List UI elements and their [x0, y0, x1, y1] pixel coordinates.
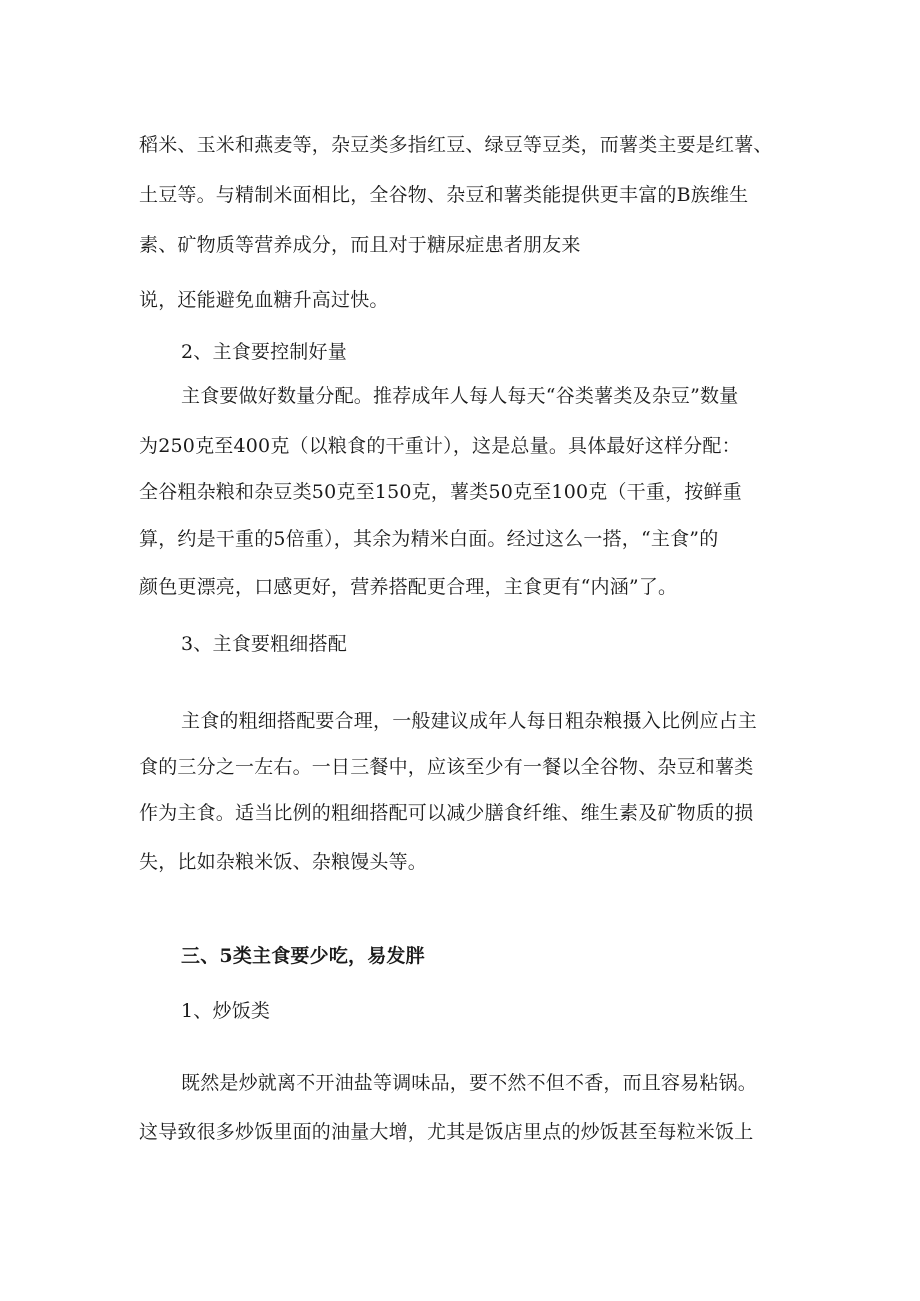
body-text-line: 主食要做好数量分配。推荐成年人每人每天“谷类薯类及杂豆”数量 — [181, 385, 739, 407]
subsection-heading: 1、炒饭类 — [181, 1000, 271, 1022]
section-heading: 3、主食要粗细搭配 — [181, 633, 347, 655]
body-text-line: 土豆等。与精制米面相比，全谷物、杂豆和薯类能提供更丰富的B族维生 — [139, 184, 749, 206]
section-heading: 2、主食要控制好量 — [181, 341, 347, 363]
body-text-line: 全谷粗杂粮和杂豆类50克至150克，薯类50克至100克（干重，按鲜重 — [139, 481, 742, 503]
body-text-line: 说，还能避免血糖升高过快。 — [139, 289, 389, 311]
body-text-line: 颜色更漂亮，口感更好，营养搭配更合理，主食更有“内涵”了。 — [139, 576, 678, 598]
body-text-line: 食的三分之一左右。一日三餐中，应该至少有一餐以全谷物、杂豆和薯类 — [139, 756, 754, 778]
body-text-line: 作为主食。适当比例的粗细搭配可以减少膳食纤维、维生素及矿物质的损 — [139, 802, 754, 824]
body-text-line: 既然是炒就离不开油盐等调味品，要不然不但不香，而且容易粘锅。 — [181, 1072, 758, 1094]
part-heading: 三、5类主食要少吃，易发胖 — [181, 945, 425, 967]
body-text-line: 主食的粗细搭配要合理，一般建议成年人每日粗杂粮摄入比例应占主 — [181, 710, 758, 732]
body-text-line: 素、矿物质等营养成分，而且对于糖尿症患者朋友来 — [139, 234, 581, 256]
body-text-line: 这导致很多炒饭里面的油量大增，尤其是饭店里点的炒饭甚至每粒米饭上 — [139, 1121, 754, 1143]
body-text-line: 算，约是干重的5倍重），其余为精米白面。经过这么一搭，“主食”的 — [139, 528, 719, 550]
body-text-line: 为250克至400克（以粮食的干重计），这是总量。具体最好这样分配： — [139, 435, 741, 457]
body-text-line: 失，比如杂粮米饭、杂粮馒头等。 — [139, 851, 428, 873]
body-text-line: 稻米、玉米和燕麦等，杂豆类多指红豆、绿豆等豆类，而薯类主要是红薯、 — [139, 134, 773, 156]
